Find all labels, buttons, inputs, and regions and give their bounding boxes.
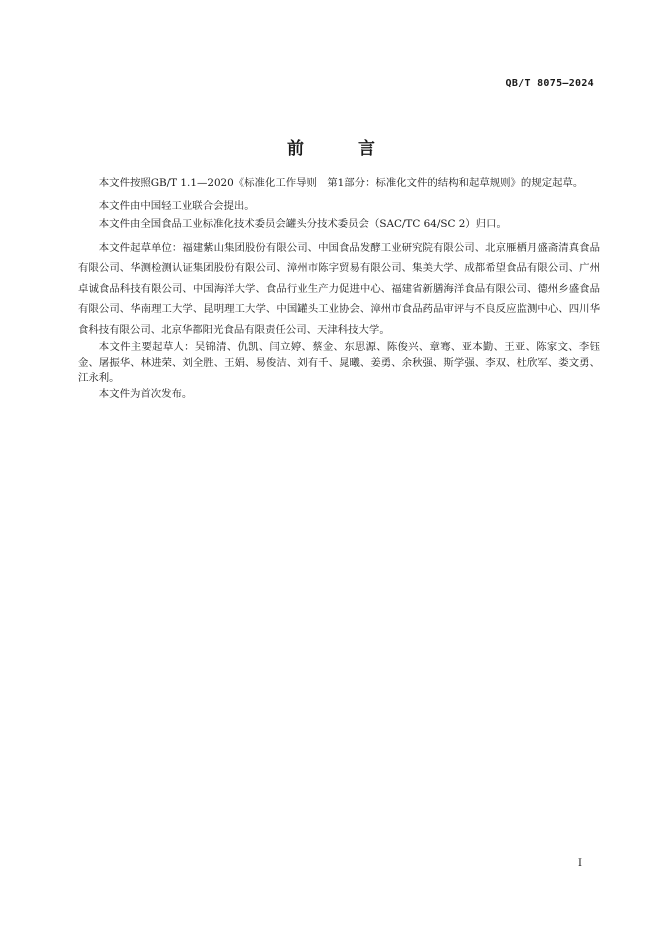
page-number: I [578,858,582,869]
paragraph-first-release: 本文件为首次发布。 [98,387,193,400]
paragraph-administrator: 本文件由全国食品工业标准化技术委员会罐头分技术委员会（SAC/TC 64/SC 2）归口。 [98,217,507,230]
page-title: 前 言 [287,139,399,159]
paragraph-drafting-rules: 本文件按照GB/T 1.1—2020《标准化工作导则 第1部分：标准化文件的结构和起草规则》的规定起草。 [98,177,584,189]
paragraph-drafters: 本文件主要起草人：吴锦清、仇凯、闫立婷、蔡金、东思源、陈俊兴、章骞、亚本勤、王亚、陈家文、李钰金、屠振华、林进荣、刘全胜、王娟、易俊洁、刘有千、晁曦、姜勇、余秋强、斯学强、李双、杜欣军、娄文勇、江永利。 [78,341,600,384]
document-body [78,176,600,402]
paragraph-proposer: 本文件由中国轻工业联合会提出。 [98,199,255,212]
paragraph-drafting-units: 本文件起草单位：福建紫山集团股份有限公司、中国食品发酵工业研究院有限公司、北京雁栖月盛斋清真食品有限公司、华测检测认证集团股份有限公司、漳州市陈字贸易有限公司、集美大学、成都希望食品有限公司、广州卓诚食品科技有限公司、中国海洋大学、食品行业生产力促进中心、福建省新膳海洋食品有限公司、德州乡盛食品有限公司、华南理工大学、昆明理工大学、中国罐头工业协会、漳州市食品药品审评与不良反应监测中心、四川华食科技有限公司、北京华都阳光食品有限责任公司、天津科技大学。 [78,241,600,336]
standard-code: QB/T 8075—2024 [505,78,594,89]
